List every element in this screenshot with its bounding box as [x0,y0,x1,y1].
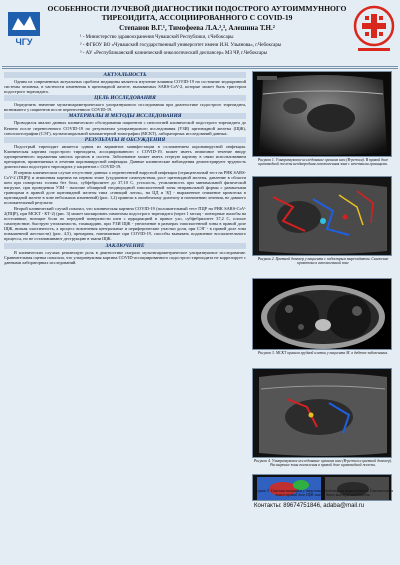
section-title-goal: ЦЕЛЬ ИССЛЕДОВАНИЯ [4,95,246,101]
contacts: Контакты: 89674751846, adaba@mail.ru [254,503,365,509]
section-title-methods: МАТЕРИАЛЫ И МЕТОДЫ ИССЛЕДОВАНИЯ [4,113,246,119]
affiliation-2: ² - ФГБОУ ВО «Чувашский государственный университет имени И.Н. Ульянова», г.Чебоксары [80,43,282,48]
section-paragraph: Подострый тиреоидит является одним из вариантов манифестации в осложнением коронавирусной инфекции. Клиническая картина подострого тиреоидита, ассоциированного с COVID-19, может иметь атипичное течение ввиду одновременного поражения многих органов и систем. Заболевание может иметь стертую картину в связи использованием препаратов, применяемых в лечении коронавирусной инфекции. Данные клинические наблюдения демонстрируют трудность диагностики подострого тиреоидита у пациентов с COVID-19. [4,143,246,170]
figure-3-ct-scan [252,278,392,350]
affiliation-1: ¹ - Министерство здравоохранения Чувашской Республики, г.Чебоксары [80,35,234,40]
section-paragraph: Определить значение мультипараметрического ультразвукового исследования при диагностике подострого тиреоидита, возникшего у пациентов после перенесенного COVID-19. [4,102,246,113]
section-paragraph: Второй клинический случай показал, что клиническая картина COVID-19 (положительный тест ПЦР на РНК SARS-CoV-2(ПЦР), при МСКТ - КТ-2) (рис. 3) может маскировать симптомы подострого тиреоидита (через 1 месяц - повторные жалобы на постоянные, ноющие боли по передней поверхности шеи с иррадиацией в правое ухо, субфебрилитет 37,2 С, плохое самочувствие, быструю утомляемость, тахикардию, при УЗИ ЩЖ - увеличение в размерах гипоэхогенной зоны в правой доле ЩЖ, низкая эластичность, а процесс вовлечения центральные и периферические участки доли, при СЭГ - в правой доле зона повышенной жесткости) (рис. 4,5), препараты, назначаемые при COVID-19, способы вызывать подавление воспалительного процесса, но не останавливают деструкцию в ткани ЩЖ. [4,205,246,242]
section-title-conclusion: ЗАКЛЮЧЕНИЕ [4,243,246,249]
affiliation-3: ³ - АУ «Республиканский клинический онкологический диспансер» МЗ ЧР, г.Чебоксары [80,51,268,56]
figure-5-caption: Рисунок 5. Соноэластография у пациента с подострым тиреоидитом. Гипоэхогенная зона в правой доле ЩЖ имеет более высокую жесткость. [252,489,394,498]
university-logo [6,10,42,48]
section-title-relevance: АКТУАЛЬНОСТЬ [4,72,246,78]
header-divider [2,66,398,67]
figure-3-caption: Рисунок 3. МСКТ органов грудной клетки у пациента М. в дебюте заболевания. [257,351,388,355]
header-divider-2 [2,68,398,69]
figure-4-caption: Рисунок 4. Ультразвуковое исследование органом шеи (В-режим и цветной допплер). Расширение зоны воспаления в правой доле щитовидной железы. [253,459,393,468]
section-paragraph: В клинических случаях решающую роль в диагностике сыграло мультипараметрическое ультразвуковое исследование. Сравнительная оценка показала, что ультразвуковая картина COVID-ассоциированного подострого тиреоидита не коррелирует с данными лабораторных исследований. [4,249,246,265]
figure-2-doppler [252,176,392,256]
figure-2-caption: Рисунок 2. Цветной допплер у пациента с подострым тиреоидитом. Снижение кровотока в гипоэхогенной зоне [257,257,389,266]
university-logo-text: ЧГУ [15,37,33,47]
poster-authors: Степанов В.Г.¹, Тимофеева Л.А.²,³, Алешина Т.Н.² [119,24,275,32]
figure-4-ultrasound-doppler [252,368,392,458]
section-title-results: РЕЗУЛЬТАТЫ И ОБСУЖДЕНИЯ [4,137,246,143]
poster-header [0,0,400,70]
figure-1-caption: Рисунок 1. Ультразвуковое исследование органом шеи (В-режим). В правой доле щитовидной железы неоднородная гипоэхогенная зона с нечеткими границами. [257,158,389,167]
text-column [4,71,246,265]
section-paragraph: В первом клиническом случае отсутствие данных о перенесенной вирусной инфекции (отрицательный тест на РНК SARS-CoV-2 (ПЦР)) и атипичная картина на первом этапе (ухудшение самочувствия, рост щитовидной железы, давление в области шеи при поворотах головы без болл, субфебрилитет до 37,10 С, усталость, утомляемость при минимальной физической нагрузке, при проведении УЗИ - наличие обширной неоднородной гипоэхогенной зоны неправильной формы с размытыми границами в правой доле щитовидной железы типа «тающий лоток», на ЦД и ЭД - выраженное снижение кровотока в щитовидной железе в зоне небольших изменений) (рис. 1,2) привели к ошибочному диагнозу и назначению лечения, не давшего положительный результат. [4,169,246,206]
poster-title: ОСОБЕННОСТИ ЛУЧЕВОЙ ДИАГНОСТИКИ ПОДОСТРОГО АУТОИММУННОГО ТИРЕОИДИТА, АССОЦИИРОВАННОГО С COVID-19 [47,4,347,22]
section-paragraph: Проводился анализ данных клинического обследования пациентов с патологией клинической подострого тиреоидита до Кемена после перенесенного COVID-19 по результатам ультразвукового исследования (УЗИ) щитовидной железы (ЩЖ), соноэластографии (СЭГ), мультиспиральной компьютерной томографии (МСКТ), лабораторных исследований данных. [4,120,246,136]
figure-1-ultrasound [252,71,392,157]
ministry-logo [352,4,396,54]
section-paragraph: Одним из современных актуальных проблем медицины является изучение влияния COVID-19 на состояние эндокринной системы человека, в частности изменения в щитовидной железе, вызываемых SARS-CoV-2, которые может быть триггером подострого тиреоидита. [4,79,246,95]
